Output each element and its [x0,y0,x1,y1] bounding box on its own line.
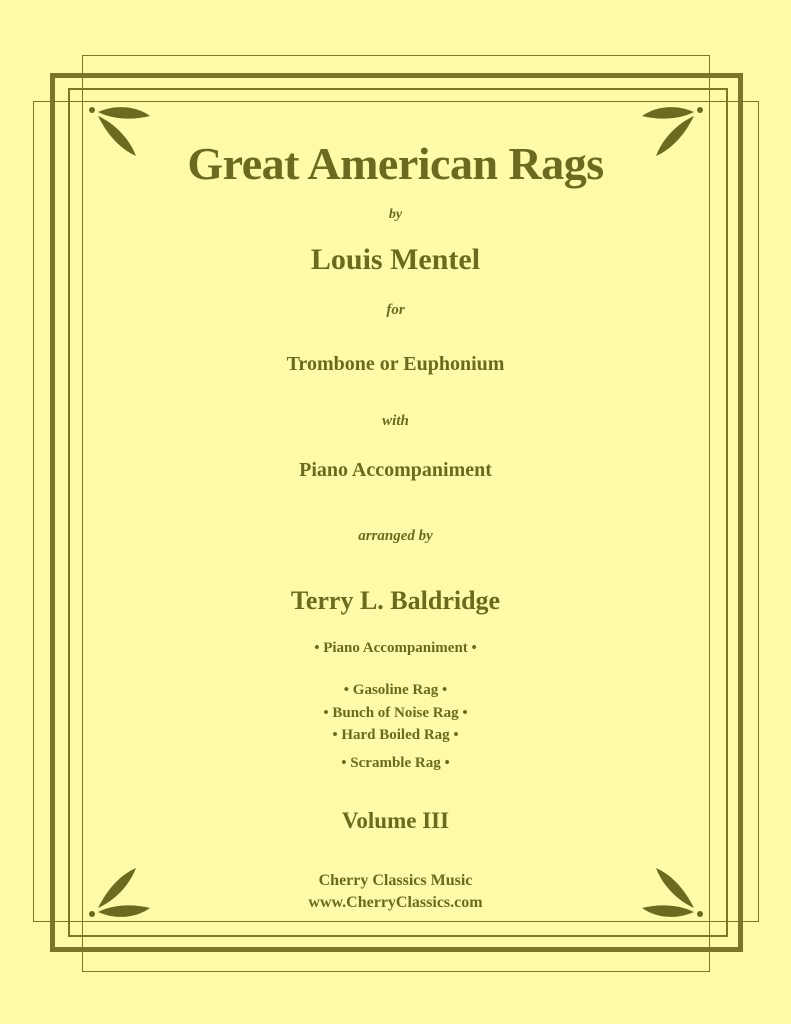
song-title: • Scramble Rag • [341,755,450,771]
for-label: for [386,302,405,318]
leaf-ornament-icon [636,862,706,922]
publisher-website: www.CherryClassics.com [308,894,483,911]
publisher-name: Cherry Classics Music [318,872,473,889]
leaf-ornament-icon [86,862,156,922]
song-title: • Gasoline Rag • [343,682,448,698]
arranger-name: Terry L. Baldridge [290,586,501,615]
volume-label: Volume III [341,808,450,833]
by-label: by [388,207,403,222]
instrument-name: Trombone or Euphonium [286,353,505,375]
part-label: • Piano Accompaniment • [314,640,477,656]
with-label: with [382,413,409,429]
song-title: • Hard Boiled Rag • [332,727,459,743]
composer-name: Louis Mentel [310,243,481,276]
accompaniment-name: Piano Accompaniment [299,459,492,481]
song-title: • Bunch of Noise Rag • [323,705,468,721]
arranged-by-label: arranged by [358,528,433,544]
cover-title: Great American Rags [187,138,604,189]
